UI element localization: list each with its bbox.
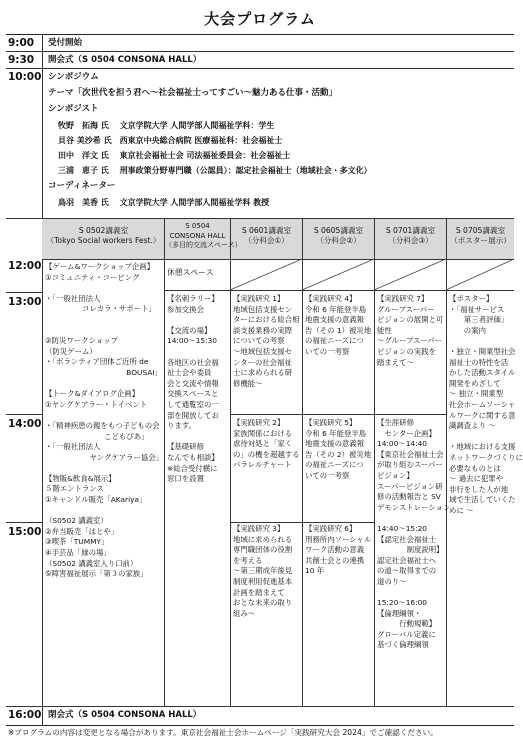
- column-divider: [446, 218, 447, 706]
- time-label: 9:30: [8, 54, 35, 66]
- top-rule: [6, 34, 514, 35]
- time-column-divider: [42, 34, 43, 725]
- time-rule: [6, 414, 42, 415]
- column-header-s0601: S 0601講義室 （分科会①）: [241, 226, 292, 245]
- session-rule: [230, 414, 374, 415]
- closing-text: 閉会式（S 0504 CONSONA HALL）: [48, 710, 202, 720]
- time-label: 12:00: [8, 260, 42, 272]
- lifelong-training-center-program: 【生涯研修 センター企画】 14:00～14:40 【東京社会福祉士会 が取り組むスーパー ビジョン】 スーパービジョン研 修の活動報告と SV デモンストレーション 14:40～15:20 【認定社会福祉士 制度説明】 認定社会福祉士へ の道～取得までの 道のり～ 15:20～16:00 【倫理綱領・ 行動規範】 グローバル定義に 基づく倫理綱領: [377, 418, 451, 650]
- time-rule: [6, 522, 42, 523]
- lunch-diagonals: [230, 259, 514, 290]
- symposium-title: シンポジウム: [48, 72, 99, 82]
- row-rule: [6, 68, 514, 69]
- column-divider: [374, 218, 375, 706]
- symposist-item: 牧野 拓海 氏 文京学院大学 人間学部人間福祉学科：学生: [58, 121, 275, 130]
- column-divider: [230, 218, 231, 706]
- symposist-item: 田中 洋文 氏 東京社会福祉士会 司法福祉委員会：社会福祉士: [58, 151, 291, 160]
- s0502-schedule: 【ゲーム&ワークショップ企画】 ①コミュニティ・コーピング ・「一般社団法人 コレカラ・サポート」 ②防災ワークショップ （防災ゲーム） ・「ボランティア団体ご近所 de BOUSAI」 【トーク&ダイアログ企画】 ①ヤングケアラー・トイベント ・「精神疾患の親をもつ子どもの会 こどもぴあ」 ・「一般社団法人 ヤングケアラー協会」 【物販&飲食&展示】 ５階エントランス ①キャンドル販売「AKariya」 （S0502 講義室） ②弁当販売「はとや」 ③喫茶「TUMMY」 ④手芸品「縁の場」 （S0502 講義室入り口前） ⑤障害福祉展示「第３の家族」: [45, 262, 164, 579]
- poster-exhibition: 【ポスター】 ・「福祉サービス 第三者評価」 の案内 ・独立・開業型社会 福祉士の特性を活 かした活動スタイル 開発をめざして ～ 独立・開業型 社会ホームソーシャ ルワークに関する意 識調査より ～ ・地域における支援 ネットワークづくりに 必要なものとは ～ 過去に犯罪や 非行をした人が地 域で生活していくた めに ～: [449, 294, 523, 515]
- time-label: 14:00: [8, 418, 42, 430]
- row-rule: [6, 706, 514, 707]
- practice-research-4: 【実践研究 4】 令和 6 年能登半島 地震支援の意義報 告（その 1）被災地 の福祉ニーズにつ いての一考察: [305, 294, 372, 356]
- column-header-s0502: S 0502講義室 （Tokyo Social workers Fest.）: [46, 226, 161, 245]
- column-header-s0705: S 0705講義室 （ポスター展示）: [450, 226, 511, 245]
- column-header-s0605: S 0605講義室 （分科会②）: [313, 226, 364, 245]
- time-label: 9:00: [8, 37, 35, 49]
- page-title: 大会プログラム: [204, 10, 316, 28]
- symposium-theme: テーマ「次世代を担う君へ～社会福祉士ってすごい～魅力ある仕事・活動」: [48, 88, 338, 98]
- column-divider: [302, 218, 303, 706]
- symposist-item: 三浦 恵子 氏 刑事政策分野専門職（公認員）：認定社会福祉士（地域社会・多文化）: [58, 166, 372, 175]
- s0504-schedule: 【名刺ラリー】 参加交換会 【交流の場】 14:00～15:30 各地区の社会福 祉士会や委員 会と交流や情報 交換スペースと して通覧室の一 部を開放してお ります。 【基礎研修 なんでも相談】 ※総合受付横に 窓口を設置: [167, 294, 219, 484]
- reception-text: 受付開始: [48, 38, 83, 48]
- s0504-lunch-rest-space: 休憩スペース: [167, 268, 214, 277]
- time-label: 13:00: [8, 296, 42, 308]
- coordinator-heading: コーディネーター: [48, 181, 116, 191]
- practice-research-1: 【実践研究 1】 地域包括支援セン ターにおける総合相 談支援業務の実際 についての考察 ～地域包括支援セ ンターの社会福祉 士に求められる研 修機能～: [233, 294, 300, 388]
- practice-research-5: 【実践研究 5】 令和 6 年能登半島 地震支援の意義報 告（その 2）被災地 の福祉ニーズにつ いての一考察: [305, 418, 372, 480]
- time-label: 15:00: [8, 526, 42, 538]
- row-rule: [6, 51, 514, 52]
- symposist-heading: シンポジスト: [48, 104, 99, 114]
- session-rule: [230, 522, 374, 523]
- symposist-item: 貝谷 美沙希 氏 西東京中央総合病院 医療福祉科：社会福祉士: [58, 136, 283, 145]
- bottom-rule: [6, 725, 514, 726]
- time-rule: [6, 292, 42, 293]
- column-header-s0504: S 0504 CONSONA HALL （多目的交流スペース）: [165, 222, 242, 249]
- practice-research-2: 【実践研究 2】 家族関係における 虐待対処と「家く の」の機を超越する パラレルチャート: [233, 418, 300, 470]
- coordinator-item: 鳥羽 美香 氏 文京学院大学 人間学部人間福祉学科 教授: [58, 198, 270, 207]
- opening-text: 開会式（S 0504 CONSONA HALL）: [48, 55, 202, 65]
- footnote: ※プログラムの内容は変更となる場合があります。東京社会福祉士会ホームページ「実践研究大会 2024」でご確認ください。: [8, 728, 438, 737]
- column-header-s0701: S 0701講義室 （分科会③）: [385, 226, 436, 245]
- practice-research-3: 【実践研究 3】 地域に求められる 専門職団体の役割 を考える ～第三期成年後見 制度利用促進基本 計画を踏まえて おとな未来の取り 組み～: [233, 524, 293, 618]
- practice-research-7: 【実践研究 7】 グループスーパー ビジョンの展開と可 能性 ～グループスーパー ビジョンの実践を 踏まえて～: [377, 294, 444, 367]
- practice-research-6: 【実践研究 6】 刑務所内ソーシャル ワーク活動の意義 共創士会との連携 10 年: [305, 524, 372, 576]
- time-label: 16:00: [8, 709, 42, 721]
- session-rule: [374, 414, 446, 415]
- lunch-rule: [164, 290, 514, 291]
- time-label: 10:00: [8, 71, 42, 83]
- column-divider: [164, 218, 165, 706]
